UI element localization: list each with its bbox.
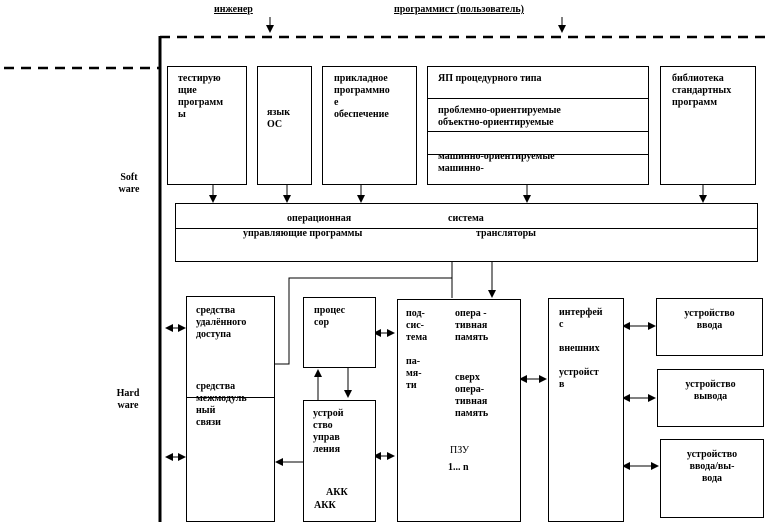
io-device-label: устройство ввода/вы- вода (686, 449, 738, 484)
os-system-box (175, 203, 758, 262)
control-unit-box (303, 400, 376, 522)
processor-box (303, 297, 376, 368)
rom-range-label: 1... n (448, 462, 469, 473)
memory-subsystem-label: под- сис- тема па- мя- ти (406, 308, 428, 391)
yap-divider-2 (428, 131, 648, 132)
remote-access-label: средства удалённого доступа (196, 305, 247, 340)
yap-box (427, 66, 649, 185)
interface-label: интерфей с внешних устройст в (559, 307, 603, 390)
output-device-label: устройство вывода (685, 379, 736, 402)
io-device-box (660, 439, 764, 518)
intermodule-label: средства межмодуль ный связи (196, 381, 247, 428)
test-programs-box (167, 66, 247, 185)
input-device-box (656, 298, 763, 356)
yap-title: ЯП процедурного типа (438, 73, 542, 84)
os-language-box (257, 66, 312, 185)
std-library-label: библиотека стандартных программ (672, 73, 732, 108)
applied-software-label: прикладное программно е обеспечение (334, 73, 390, 120)
akk-label-2: АКК (314, 500, 336, 511)
software-layer-label: Soft ware (118, 172, 140, 195)
akk-label-1: АКК (326, 487, 348, 498)
programmer-label: программист (пользователь) (394, 4, 524, 15)
super-ram-label: сверх опера- тивная память (455, 372, 489, 419)
os-system-label-right: система (448, 213, 484, 224)
rom-label: ПЗУ (450, 445, 470, 456)
ram-label: опера - тивная память (455, 308, 489, 343)
applied-software-box (322, 66, 417, 185)
engineer-label: инженер (214, 4, 253, 15)
control-unit-label: устрой ство управ ления (313, 408, 344, 455)
os-language-label: язык ОС (267, 107, 290, 130)
control-programs-label: управляющие программы (243, 228, 363, 239)
yap-machine-label: машинно-ориентируемые машинно- (438, 151, 555, 174)
std-library-box (660, 66, 756, 185)
yap-divider-1 (428, 98, 648, 99)
communication-box (186, 296, 275, 522)
translators-label: трансляторы (476, 228, 536, 239)
test-programs-label: тестирую щие программ ы (178, 73, 224, 120)
input-device-label: устройство ввода (684, 308, 735, 331)
processor-label: процес сор (314, 305, 346, 328)
output-device-box (657, 369, 764, 427)
os-system-label-left: операционная (287, 213, 352, 224)
hardware-layer-label: Hard ware (116, 388, 140, 411)
memory-subsystem-box (397, 299, 521, 522)
yap-problem-label: проблемно-ориентируемые объектно-ориентируемые (438, 105, 561, 128)
interface-box (548, 298, 624, 522)
